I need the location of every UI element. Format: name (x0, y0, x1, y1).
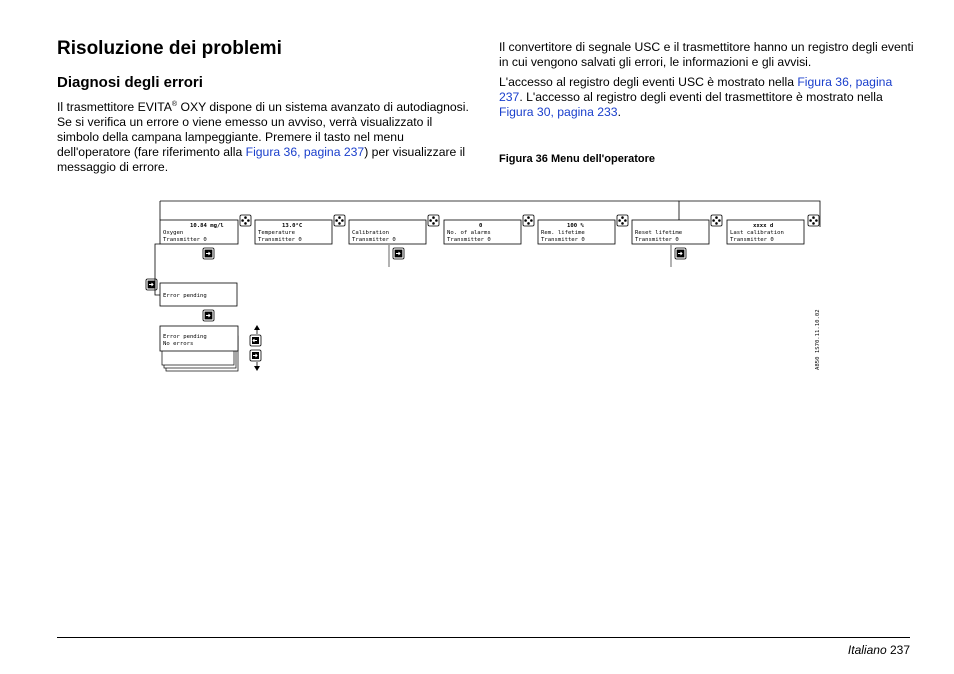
page-footer (848, 643, 910, 657)
arrow-down-icon (254, 366, 260, 371)
screen-reset-lifetime (632, 220, 709, 244)
screen-text: 0 (479, 223, 483, 229)
screen-text: Rem. lifetime (541, 230, 585, 236)
screen-calibration (349, 220, 426, 244)
screen-text: Calibration (352, 230, 390, 236)
figure-36-link[interactable]: Figura 36, pagina 237 (499, 75, 893, 104)
figure-36-link[interactable]: Figura 36, pagina 237 (245, 145, 365, 160)
enter-key-icon (146, 279, 157, 290)
screen-text: Transmitter 0 (541, 237, 585, 243)
navigation-keypad-icon (617, 215, 628, 226)
text-run: Il trasmettitore EVITA (57, 100, 172, 115)
screen-text: Error pending (163, 293, 207, 299)
text-run: . L'accesso al registro degli eventi del trasmettitore è mostrato nella (519, 90, 883, 104)
screen-text: xxxx d (753, 223, 774, 229)
footer-language: Italiano (847, 643, 887, 657)
arrow-up-icon (254, 325, 260, 330)
navigation-keypad-icon (334, 215, 345, 226)
scroll-up-key-icon (250, 335, 261, 346)
intro-paragraph (57, 97, 477, 175)
screen-text: No errors (163, 341, 194, 347)
figure-code: A850 1S70.11.10.02 (815, 309, 821, 370)
branch-line (155, 244, 160, 295)
text-run: . (617, 105, 621, 119)
screen-text: Transmitter 0 (635, 237, 679, 243)
enter-key-icon (203, 310, 214, 321)
screen-text: Transmitter 0 (730, 237, 774, 243)
event-log-paragraph: Il convertitore di segnale USC e il trasmettitore hanno un registro degli eventi in cui vengono salvati gli errori, le informazioni e gli avvisi. (499, 40, 914, 69)
screen-text: Last calibration (730, 230, 784, 236)
screen-text: Transmitter 0 (163, 237, 207, 243)
registered-mark: ® (171, 101, 178, 108)
screen-text: Transmitter 0 (352, 237, 396, 243)
screen-event-log (160, 326, 238, 351)
enter-key-icon (203, 248, 214, 259)
section-title: Diagnosi degli errori (57, 74, 203, 91)
screen-last-calibration (727, 220, 804, 244)
page-title: Risoluzione dei problemi (57, 38, 282, 59)
text-run: ) per visualizzare il messaggio di errore. (57, 145, 466, 175)
scroll-down-key-icon (250, 350, 261, 361)
navigation-keypad-icon (808, 215, 819, 226)
screen-text: 100 % (567, 223, 584, 229)
navigation-keypad-icon (240, 215, 251, 226)
enter-key-icon (393, 248, 404, 259)
operator-menu-diagram (140, 195, 840, 380)
screen-text: Transmitter 0 (447, 237, 491, 243)
event-log-access-paragraph (499, 75, 919, 120)
enter-key-icon (675, 248, 686, 259)
navigation-keypad-icon (428, 215, 439, 226)
screen-oxygen (160, 220, 238, 244)
screen-text: No. of alarms (447, 230, 491, 236)
text-run: OXY dispone di un sistema avanzato di autodiagnosi. Se si verifica un errore o viene emesso un avviso, verrà visualizzato il simbolo della campana lampeggiante. Premere il tasto nel menu dell'operatore (fare riferimento alla (57, 100, 469, 160)
screen-text: Transmitter 0 (258, 237, 302, 243)
screen-text: 13.0°C (282, 223, 303, 229)
screen-lifetime (538, 220, 615, 244)
screen-alarms (444, 220, 521, 244)
figure-30-link[interactable]: Figura 30, pagina 233 (499, 105, 618, 119)
screen-error-pending (160, 283, 237, 306)
text-run: L'accesso al registro degli eventi USC è mostrato nella (499, 75, 798, 89)
page-number: 237 (889, 643, 910, 657)
screen-text: 10.84 mg/l (190, 223, 224, 229)
figure-caption: Figura 36 Menu dell'operatore (499, 153, 656, 165)
navigation-keypad-icon (523, 215, 534, 226)
screen-text: Error pending (163, 334, 207, 340)
screen-text: Temperature (258, 230, 296, 236)
screen-text: Oxygen (163, 230, 184, 236)
footer-rule (57, 637, 910, 638)
navigation-keypad-icon (711, 215, 722, 226)
screen-text: Reset lifetime (635, 230, 683, 236)
screen-temperature (255, 220, 332, 244)
